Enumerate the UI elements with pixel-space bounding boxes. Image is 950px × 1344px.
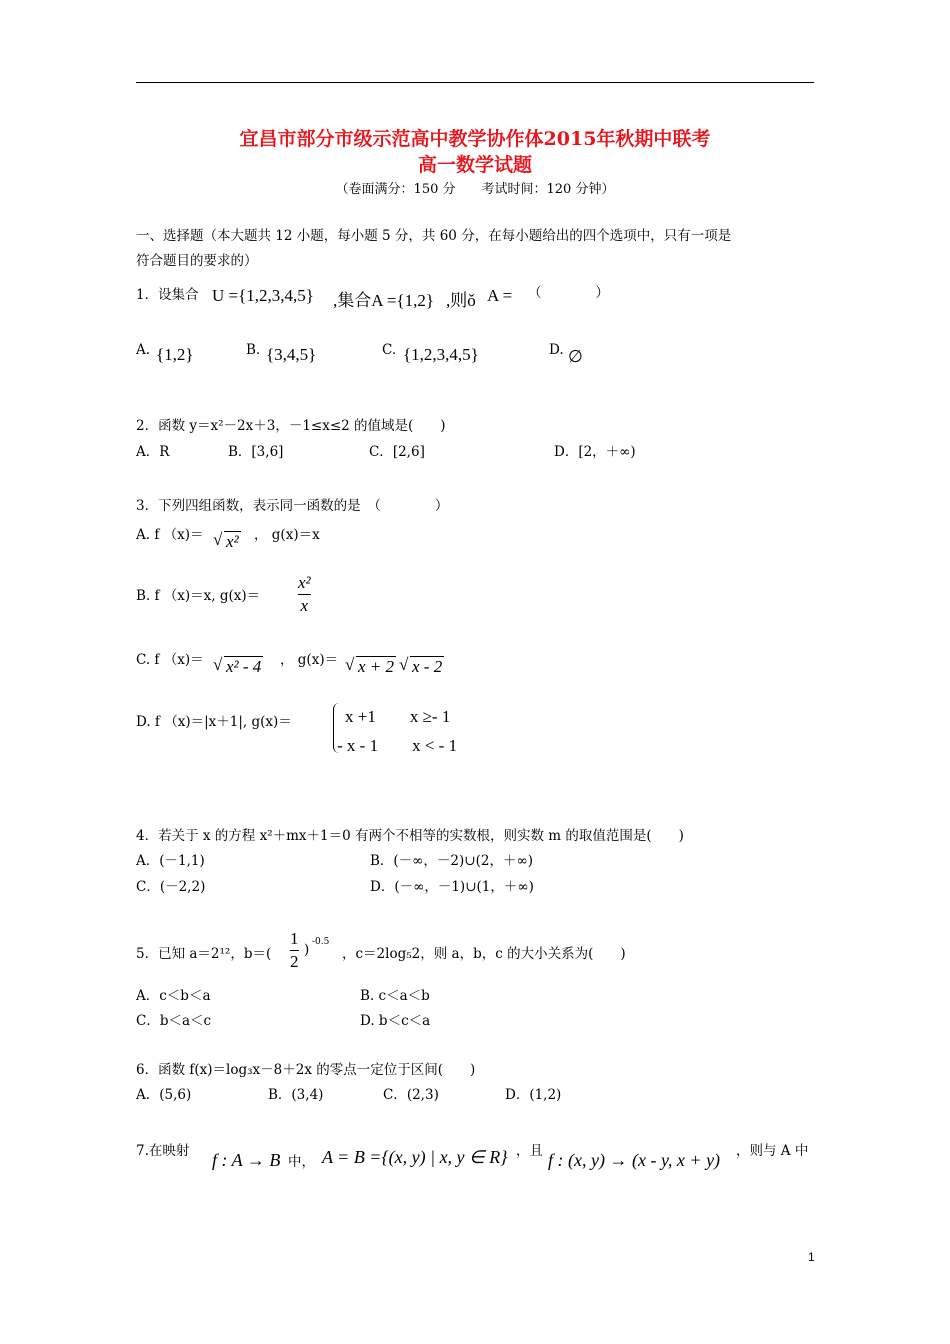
q1-option-b: {3,4,5} xyxy=(266,345,317,364)
q7-set-def: A = B ={(x, y) | x, y ∈ R} xyxy=(322,1147,508,1167)
q3-option-b-left: B. f （x)＝x, g(x)＝ xyxy=(136,588,261,604)
q3-option-a-right: ， g(x)＝x xyxy=(254,527,320,543)
q4-option-a: A．(－1,1) xyxy=(136,853,205,869)
q5-stem-a: 5．已知 a＝2¹²，b＝( xyxy=(136,946,272,962)
q3-option-a-left: A. f （x)＝ xyxy=(136,527,204,543)
q7-mapping: f : A → B xyxy=(212,1150,281,1170)
q4-option-d: D．(－∞，－1)∪(1，＋∞) xyxy=(370,879,534,895)
q3-option-a-sqrt-sign: √ xyxy=(213,530,223,549)
q3-stem: 3．下列四组函数，表示同一函数的是 （ ） xyxy=(136,498,449,514)
q1-set-u: U ={1,2,3,4,5} xyxy=(212,286,314,305)
exam-subtitle: 高一数学试题 xyxy=(417,154,532,176)
q6-option-d: D．(1,2) xyxy=(505,1087,562,1103)
q6-option-a: A．(5,6) xyxy=(136,1087,192,1103)
q1-complement: A = xyxy=(487,286,513,305)
q4-stem: 4．若关于 x 的方程 x²＋mx＋1＝0 有两个不相等的实数根，则实数 m 的取值范围是( ) xyxy=(136,828,684,844)
q3-option-c-sqrt2: x + 2 xyxy=(358,657,395,676)
q7-text-end: ，则与 A 中 xyxy=(736,1143,809,1159)
q4-option-c: C．(－2,2) xyxy=(136,879,206,895)
q2-option-b: B．[3,6] xyxy=(228,444,284,460)
q5-option-b: B. c＜a＜b xyxy=(360,988,430,1004)
q5-numerator: 1 xyxy=(290,928,299,951)
q1-option-a: {1,2} xyxy=(156,345,194,364)
q4-option-b: B．(－∞，－2)∪(2，＋∞) xyxy=(370,853,533,869)
q1-option-d-label: D. xyxy=(549,342,564,358)
q5-denominator: 2 xyxy=(290,952,299,971)
q3-option-d-case2: - x - 1 x < - 1 xyxy=(337,736,458,755)
q3-b-denominator: x xyxy=(300,596,309,615)
q3-option-a-sqrt: x² xyxy=(226,532,239,551)
exam-info: （卷面满分：150 分 考试时间：120 分钟） xyxy=(335,182,615,197)
q5-option-a: A．c＜b＜a xyxy=(136,988,211,1004)
q7-text-zhong: 中， xyxy=(288,1154,315,1170)
q5-stem-b: ) xyxy=(304,942,310,958)
q7-function-def: f : (x, y) → (x - y, x + y) xyxy=(548,1150,721,1170)
q3-option-c-sqrt3-sign: √ xyxy=(399,655,409,674)
q2-option-d: D．[2，＋∞) xyxy=(554,444,636,460)
q5-exponent: -0.5 xyxy=(312,937,330,947)
q1-option-b-label: B. xyxy=(246,342,261,358)
q3-option-d-left: D. f （x)＝|x＋1|, g(x)＝ xyxy=(136,714,292,730)
q1-set-a: ,集合A ={1,2} xyxy=(333,291,434,310)
q1-stem: 1．设集合 xyxy=(136,287,199,303)
exam-title: 宜昌市部分市级示范高中教学协作体2015年秋期中联考 xyxy=(239,128,711,150)
q1-option-c-label: C. xyxy=(382,342,397,358)
q3-option-c-sqrt: x² - 4 xyxy=(226,657,262,676)
q5-option-c: C．b＜a＜c xyxy=(136,1013,212,1029)
q5-option-d: D. b＜c＜a xyxy=(360,1013,431,1029)
q2-option-c: C．[2,6] xyxy=(369,444,425,460)
q7-text-qie: ，且 xyxy=(516,1143,543,1159)
section-heading-cont: 符合题目的要求的） xyxy=(136,253,258,269)
q3-option-c-sqrt-sign: √ xyxy=(213,655,223,674)
q3-option-c-sqrt3: x - 2 xyxy=(412,657,443,676)
q1-answer-paren: （ ） xyxy=(528,285,609,301)
q5-fraction xyxy=(290,928,299,973)
header-rule xyxy=(136,82,814,83)
q3-option-c-left: C. f （x)＝ xyxy=(136,652,204,668)
q6-option-b: B．(3,4) xyxy=(268,1087,324,1103)
q6-option-c: C．(2,3) xyxy=(383,1087,439,1103)
q2-option-a: A．R xyxy=(136,444,170,460)
q1-then: ,则ǒ xyxy=(446,291,476,310)
section-heading: 一、选择题（本大题共 12 小题，每小题 5 分，共 60 分，在每小题给出的四个选项中，只有一项是 xyxy=(136,228,732,244)
q5-stem-c: ，c＝2log₅2，则 a，b，c 的大小关系为( ) xyxy=(342,946,626,962)
q3-option-c-sqrt2-sign: √ xyxy=(345,655,355,674)
q7-stem: 7.在映射 xyxy=(136,1143,190,1159)
q1-option-a-label: A. xyxy=(136,342,151,358)
q3-option-b-fraction xyxy=(298,572,311,617)
page-number: 1 xyxy=(808,1250,815,1264)
q3-option-c-mid: ， g(x)＝ xyxy=(280,652,339,668)
q3-option-d-case1: x +1 x ≥- 1 xyxy=(345,707,451,726)
q6-stem: 6．函数 f(x)＝log₃x－8＋2x 的零点一定位于区间( ) xyxy=(136,1062,476,1078)
q1-option-c: {1,2,3,4,5} xyxy=(403,345,479,364)
q1-option-d: ∅ xyxy=(568,347,583,366)
q2-stem: 2．函数 y＝x²－2x＋3，－1≤x≤2 的值域是( ) xyxy=(136,418,446,434)
q3-b-numerator: x² xyxy=(298,572,311,595)
